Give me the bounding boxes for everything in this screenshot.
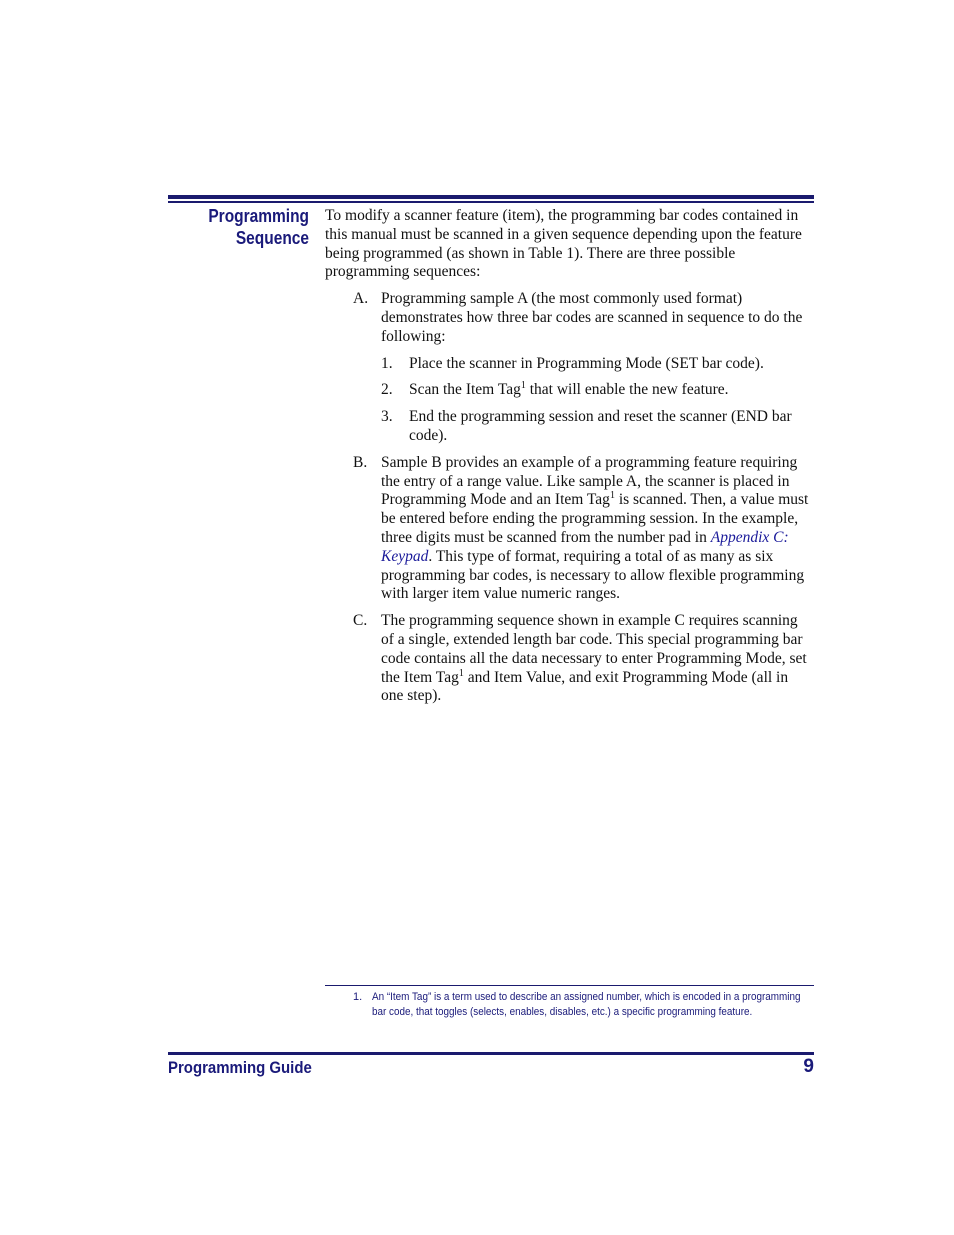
sequence-list	[353, 290, 814, 706]
list-item-c	[353, 612, 814, 706]
list-marker: C.	[353, 612, 368, 630]
list-item-text: Programming sample A (the most commonly used format) demonstrates how three bar codes are scanned in sequence to do the following:	[381, 290, 803, 345]
list-item-b	[353, 454, 814, 604]
list-item-text-after: and Item Value, and exit Programming Mode (all in one step).	[381, 668, 789, 705]
footnote	[353, 990, 823, 1020]
step-item-2	[381, 381, 814, 400]
list-marker: B.	[353, 453, 368, 471]
step-marker: 1.	[381, 354, 393, 372]
step-text-before: Scan the Item Tag	[409, 381, 521, 399]
footnote-ref[interactable]: 1	[520, 380, 526, 392]
footer-rule	[168, 1052, 814, 1055]
section-heading-line1: Programming	[208, 206, 309, 226]
page-number: 9	[803, 1056, 814, 1077]
appendix-link[interactable]: Appendix C: Keypad	[381, 528, 789, 565]
step-item-1	[381, 355, 814, 374]
footnote-rule	[325, 985, 814, 986]
intro-paragraph: To modify a scanner feature (item), the programming bar codes contained in this manual must be scanned in a given sequence depending upon the feature being programmed (as shown in Table 1). There are three possible programming sequences:	[325, 207, 802, 281]
step-list	[381, 355, 814, 446]
footnote-marker: 1.	[353, 991, 363, 1003]
header-rule-thin	[168, 201, 814, 203]
header-rule-thick	[168, 195, 814, 199]
step-text: Place the scanner in Programming Mode (SET bar code).	[409, 354, 764, 372]
section-heading	[188, 205, 309, 249]
step-text: End the programming session and reset the scanner (END bar code).	[409, 408, 792, 444]
step-marker: 3.	[381, 408, 393, 426]
footnote-text: An “Item Tag” is a term used to describe an assigned number, which is encoded in a programming bar code, that toggles (selects, enables, disables, etc.) a specific programming feature.	[372, 991, 801, 1018]
footnote-ref[interactable]: 1	[458, 667, 464, 679]
footnote-ref[interactable]: 1	[609, 490, 615, 502]
footer-title: Programming Guide	[168, 1058, 312, 1077]
step-marker: 2.	[381, 381, 393, 399]
section-heading-line2: Sequence	[235, 228, 309, 248]
list-item-text-before: Sample B provides an example of a programming feature requiring the entry of a range value. Like sample A, the scanner is placed in Programming Mode and an Item Tag	[381, 453, 798, 509]
step-item-3	[381, 408, 814, 446]
list-item-a	[353, 290, 814, 446]
main-body	[325, 207, 814, 714]
step-text-after: that will enable the new feature.	[525, 381, 729, 399]
list-item-text-before: The programming sequence shown in example C requires scanning of a single, extended length bar code. This special programming bar code contains all the data necessary to enter Programming Mode, set the Item Tag	[381, 612, 807, 686]
list-marker: A.	[353, 290, 369, 308]
list-item-text-after: . This type of format, requiring a total of as many as six programming bar codes, is necessary to allow flexible programming with larger item value numeric ranges.	[381, 547, 805, 603]
list-item-text-middle: is scanned. Then, a value must be entered before ending the programming session. In the example, three digits must be scanned from the number pad in	[381, 491, 809, 546]
